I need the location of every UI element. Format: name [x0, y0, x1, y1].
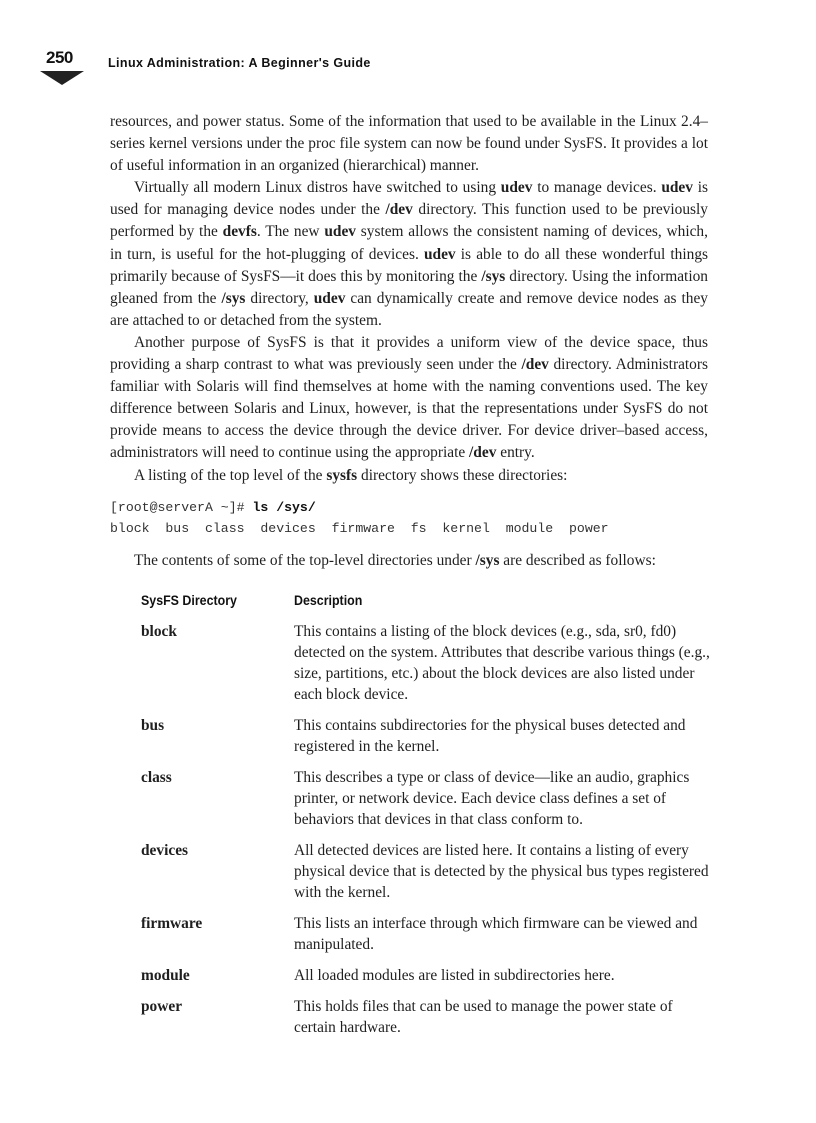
table-row: [141, 621, 716, 705]
bold-term: /sys: [221, 289, 246, 307]
directory-name: devices: [141, 842, 189, 859]
table-row: [141, 715, 716, 757]
directory-description: This holds files that can be used to manage the power state of certain hardware.: [294, 998, 673, 1036]
bold-term: udev: [313, 289, 346, 307]
paragraph: [110, 111, 708, 177]
text-run: to manage devices.: [532, 179, 662, 197]
running-title: Linux Administration: A Beginner's Guide: [108, 56, 371, 70]
directory-name: bus: [141, 717, 165, 734]
table-row: [141, 767, 716, 830]
bold-term: udev: [324, 223, 356, 241]
bold-term: udev: [661, 179, 693, 197]
bold-term: /dev: [469, 444, 497, 462]
paragraph: [110, 465, 708, 487]
column-header-description: Description: [294, 593, 363, 608]
bold-term: udev: [423, 245, 456, 263]
directory-description: This contains subdirectories for the physical buses detected and registered in the kernel.: [294, 717, 686, 755]
text-run: system allows the consistent naming of devices, which, in turn, is useful for the hot-plugging of devices.: [110, 223, 708, 263]
directory-description: This describes a type or class of device—like an audio, graphics printer, or network device. Each device class defines a set of behaviors that devices in that class conform to.: [294, 769, 690, 828]
directory-description: This lists an interface through which firmware can be viewed and manipulated.: [294, 915, 698, 953]
bold-term: sysfs: [326, 466, 358, 484]
text-run: . The new: [256, 223, 325, 241]
text-run: is used for managing device nodes under the: [110, 179, 708, 219]
column-header-directory: SysFS Directory: [141, 593, 237, 608]
directory-name: module: [141, 967, 190, 984]
bold-term: /sys: [481, 267, 506, 285]
table-row: [141, 840, 716, 903]
table-header-row: [141, 593, 716, 621]
paragraph: [110, 332, 708, 465]
page-number: 250: [46, 48, 73, 67]
intro-text: The contents of some of the top-level directories under: [134, 552, 476, 569]
directory-description: All loaded modules are listed in subdirectories here.: [294, 967, 615, 984]
table-row: [141, 965, 716, 986]
bold-term: /dev: [521, 356, 549, 374]
paragraph: [110, 177, 708, 332]
shell-prompt: [root@serverA ~]#: [110, 500, 253, 515]
text-run: resources, and power status. Some of the information that used to be available in the Linux 2.4–series kernel versions under the proc file system can now be found under SysFS. It provides a lot of useful information in an organized (hierarchical) manner.: [110, 113, 708, 175]
table-row: [141, 996, 716, 1038]
intro-path: /sys: [475, 552, 500, 569]
text-run: is able to do all these wonderful things primarily because of SysFS—it does this by monitoring the: [110, 245, 709, 285]
page-header: [40, 44, 740, 94]
table-row: [141, 913, 716, 955]
sysfs-directory-table: [141, 593, 716, 1048]
text-run: entry.: [496, 444, 535, 462]
text-run: directory shows these directories:: [357, 466, 568, 484]
body-text: [110, 111, 708, 487]
directory-description: This contains a listing of the block devices (e.g., sda, sr0, fd0) detected on the system. Attributes that describe various things (e.g., size, partitions, etc.) about the block devices are also listed under each block device.: [294, 623, 710, 703]
bold-term: /dev: [385, 201, 413, 219]
intro-text-end: are described as follows:: [499, 552, 656, 569]
table-intro: [134, 550, 714, 572]
directory-name: class: [141, 769, 172, 786]
shell-command: ls /sys/: [252, 500, 316, 515]
text-run: Another purpose of SysFS is that it provides a uniform view of the device space, thus providing a sharp contrast to what was previously seen under the: [110, 333, 708, 374]
text-run: directory. Administrators familiar with Solaris will find themselves at home with the naming conventions used. The key difference between Solaris and Linux, however, is that the representations under SysFS do not provide means to access the device through the device driver. For device driver–based access, administrators will need to continue using the appropriate: [110, 356, 708, 462]
directory-name: firmware: [141, 915, 203, 932]
bold-term: udev: [500, 179, 533, 197]
text-run: Virtually all modern Linux distros have switched to using: [134, 179, 501, 197]
code-block: [110, 497, 710, 539]
directory-name: power: [141, 998, 183, 1015]
bold-term: devfs: [222, 223, 257, 241]
text-run: directory. Using the information gleaned from the: [110, 267, 708, 307]
text-run: can dynamically create and remove device nodes as they are attached to or detached from the system.: [110, 289, 708, 329]
text-run: directory,: [245, 289, 314, 307]
directory-name: block: [141, 623, 177, 640]
text-run: directory. This function used to be previously performed by the: [110, 201, 708, 241]
page-marker-arrow-icon: [40, 71, 84, 85]
directory-description: All detected devices are listed here. It contains a listing of every physical device that is detected by the physical bus types registered with the kernel.: [294, 842, 709, 901]
text-run: A listing of the top level of the: [134, 466, 327, 484]
command-output: block bus class devices firmware fs kernel module power: [110, 521, 609, 536]
